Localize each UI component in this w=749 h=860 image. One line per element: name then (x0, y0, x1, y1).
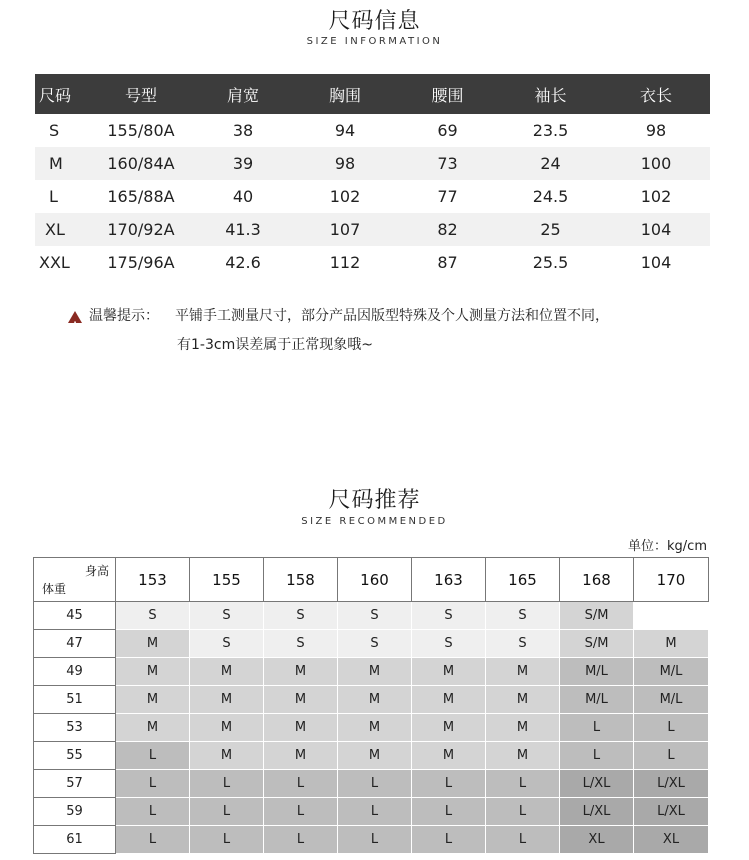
height-header: 170 (634, 558, 709, 602)
recommend-cell: M (338, 742, 412, 770)
recommend-row (34, 770, 709, 798)
recommend-cell: XL (560, 826, 634, 854)
recommend-cell: S (190, 630, 264, 658)
recommend-cell: M (486, 658, 560, 686)
recommend-cell: M (116, 658, 190, 686)
header-model: 号型 (90, 74, 192, 114)
cell-size: M (35, 147, 90, 180)
weight-label: 51 (34, 686, 116, 714)
recommend-cell: M (190, 742, 264, 770)
tips-line-2: 有1-3cm误差属于正常现象哦~ (177, 337, 373, 353)
recommend-cell: L (264, 798, 338, 826)
recommend-cell: M (116, 630, 190, 658)
recommend-cell: M (486, 714, 560, 742)
recommend-cell: S/M (560, 602, 634, 630)
unit-label: 单位：kg/cm (628, 539, 707, 554)
recommend-cell: L (190, 770, 264, 798)
cell-length: 104 (640, 253, 672, 272)
recommend-cell: S (412, 602, 486, 630)
cell-sleeve: 23.5 (532, 121, 569, 140)
weight-label: 45 (34, 602, 116, 630)
recommend-cell: L (412, 798, 486, 826)
recommend-cell: S (338, 602, 412, 630)
recommend-cell: L (116, 742, 190, 770)
recommend-cell: M (412, 658, 486, 686)
recommend-cell: L (486, 770, 560, 798)
recommend-cell: L (116, 770, 190, 798)
recommend-cell: M (412, 742, 486, 770)
header-sleeve: 袖长 (499, 74, 602, 114)
recommend-cell: M/L (560, 658, 634, 686)
cell-waist: 87 (437, 253, 458, 272)
recommend-row (34, 798, 709, 826)
cell-shoulder: 42.6 (225, 253, 261, 272)
recommend-header-row (34, 558, 709, 602)
recommend-cell: L (412, 770, 486, 798)
height-header: 155 (190, 558, 264, 602)
recommend-cell: L (264, 770, 338, 798)
weight-label: 47 (34, 630, 116, 658)
recommend-cell: L (264, 826, 338, 854)
cell-chest: 107 (294, 213, 396, 246)
recommend-cell: S (264, 630, 338, 658)
size-info-table (35, 74, 710, 279)
recommend-cell: S (190, 602, 264, 630)
cell-model: 160/84A (90, 147, 192, 180)
size-recommend-subtitle: SIZE RECOMMENDED (301, 516, 448, 527)
recommend-cell: L (338, 798, 412, 826)
cell-waist: 69 (437, 121, 458, 140)
recommend-cell: L (486, 826, 560, 854)
cell-model: 175/96A (107, 253, 175, 272)
size-info-row (35, 246, 710, 279)
header-size: 尺码 (35, 74, 90, 114)
corner-height-label: 身高 (84, 564, 109, 578)
recommend-row (34, 686, 709, 714)
recommend-cell: L (190, 826, 264, 854)
cell-size: L (49, 187, 58, 206)
cell-chest: 102 (329, 187, 361, 206)
header-waist: 腰围 (396, 74, 499, 114)
recommend-cell: L (116, 798, 190, 826)
recommend-cell: M (264, 686, 338, 714)
cell-chest: 94 (334, 121, 356, 140)
cell-size: S (49, 121, 60, 140)
recommend-cell: M (190, 686, 264, 714)
recommend-cell: M (634, 630, 709, 658)
cell-waist: 73 (396, 147, 499, 180)
warning-icon (68, 311, 82, 323)
recommend-cell: L (338, 826, 412, 854)
cell-waist: 77 (437, 187, 458, 206)
recommend-cell: L (634, 714, 709, 742)
recommend-cell: M (264, 714, 338, 742)
recommend-cell: M/L (634, 658, 709, 686)
recommend-cell: M (338, 714, 412, 742)
recommend-cell: L (190, 798, 264, 826)
recommend-cell: M (486, 742, 560, 770)
cell-model: 155/80A (107, 121, 175, 140)
cell-shoulder: 38 (232, 121, 254, 140)
size-info-subtitle: SIZE INFORMATION (306, 36, 443, 47)
header-length: 衣长 (602, 74, 710, 114)
recommend-cell: L/XL (560, 770, 634, 798)
recommend-row (34, 742, 709, 770)
cell-chest: 112 (329, 253, 361, 272)
recommend-row (34, 714, 709, 742)
size-info-header-row (35, 74, 710, 114)
recommend-cell: L (412, 826, 486, 854)
recommend-row (34, 630, 709, 658)
cell-sleeve: 25 (499, 213, 602, 246)
cell-shoulder: 41.3 (192, 213, 294, 246)
weight-label: 49 (34, 658, 116, 686)
recommend-cell: M/L (560, 686, 634, 714)
height-header: 160 (338, 558, 412, 602)
height-header: 163 (412, 558, 486, 602)
recommend-cell: L/XL (634, 798, 709, 826)
recommend-cell: L (560, 714, 634, 742)
recommend-cell: L (560, 742, 634, 770)
recommend-row (34, 658, 709, 686)
tips-block (68, 302, 609, 360)
recommend-cell: L/XL (560, 798, 634, 826)
recommend-cell: M (412, 714, 486, 742)
weight-label: 57 (34, 770, 116, 798)
weight-label: 61 (34, 826, 116, 854)
height-header: 158 (264, 558, 338, 602)
recommend-cell: M (486, 686, 560, 714)
cell-sleeve: 24.5 (532, 187, 569, 206)
recommend-cell: L (486, 798, 560, 826)
recommend-cell: M (338, 658, 412, 686)
recommend-cell: M/L (634, 686, 709, 714)
recommend-cell: M (190, 658, 264, 686)
cell-length: 102 (640, 187, 672, 206)
size-info-title: 尺码信息 (328, 9, 421, 34)
recommend-cell: L (634, 742, 709, 770)
recommend-row (34, 602, 709, 630)
cell-shoulder: 39 (192, 147, 294, 180)
recommend-cell: S (486, 602, 560, 630)
recommend-cell: M (338, 686, 412, 714)
header-shoulder: 肩宽 (192, 74, 294, 114)
recommend-cell: S (116, 602, 190, 630)
recommend-cell: S (338, 630, 412, 658)
size-recommend-table (33, 557, 709, 854)
recommend-cell: M (264, 742, 338, 770)
cell-length: 104 (602, 213, 710, 246)
weight-label: 55 (34, 742, 116, 770)
cell-length: 100 (602, 147, 710, 180)
height-header: 165 (486, 558, 560, 602)
size-info-row (35, 213, 710, 246)
size-info-row (35, 114, 710, 147)
cell-model: 170/92A (90, 213, 192, 246)
recommend-cell (634, 602, 709, 630)
height-header: 153 (116, 558, 190, 602)
cell-length: 98 (645, 121, 667, 140)
cell-sleeve: 24 (499, 147, 602, 180)
recommend-cell: S (486, 630, 560, 658)
recommend-cell: XL (634, 826, 709, 854)
cell-waist: 82 (396, 213, 499, 246)
size-recommend-title: 尺码推荐 (328, 488, 421, 513)
cell-size: XXL (39, 253, 70, 272)
recommend-cell: M (264, 658, 338, 686)
height-header: 168 (560, 558, 634, 602)
recommend-cell: M (116, 686, 190, 714)
corner-weight-label: 体重 (42, 582, 67, 596)
recommend-cell: M (412, 686, 486, 714)
recommend-cell: S/M (560, 630, 634, 658)
recommend-row (34, 826, 709, 854)
recommend-cell: L (338, 770, 412, 798)
size-info-row (35, 147, 710, 180)
cell-sleeve: 25.5 (532, 253, 569, 272)
cell-model: 165/88A (107, 187, 175, 206)
recommend-cell: S (412, 630, 486, 658)
header-chest: 胸围 (294, 74, 396, 114)
recommend-cell: L (116, 826, 190, 854)
recommend-cell: M (116, 714, 190, 742)
cell-chest: 98 (294, 147, 396, 180)
size-info-row (35, 180, 710, 213)
recommend-cell: S (264, 602, 338, 630)
recommend-cell: M (190, 714, 264, 742)
corner-cell (34, 558, 116, 602)
weight-label: 59 (34, 798, 116, 826)
cell-size: XL (35, 213, 90, 246)
tips-line-1: 平铺手工测量尺寸，部分产品因版型特殊及个人测量方法和位置不同， (175, 308, 609, 324)
cell-shoulder: 40 (232, 187, 254, 206)
tips-lead: 温馨提示： (89, 308, 159, 324)
weight-label: 53 (34, 714, 116, 742)
recommend-cell: L/XL (634, 770, 709, 798)
